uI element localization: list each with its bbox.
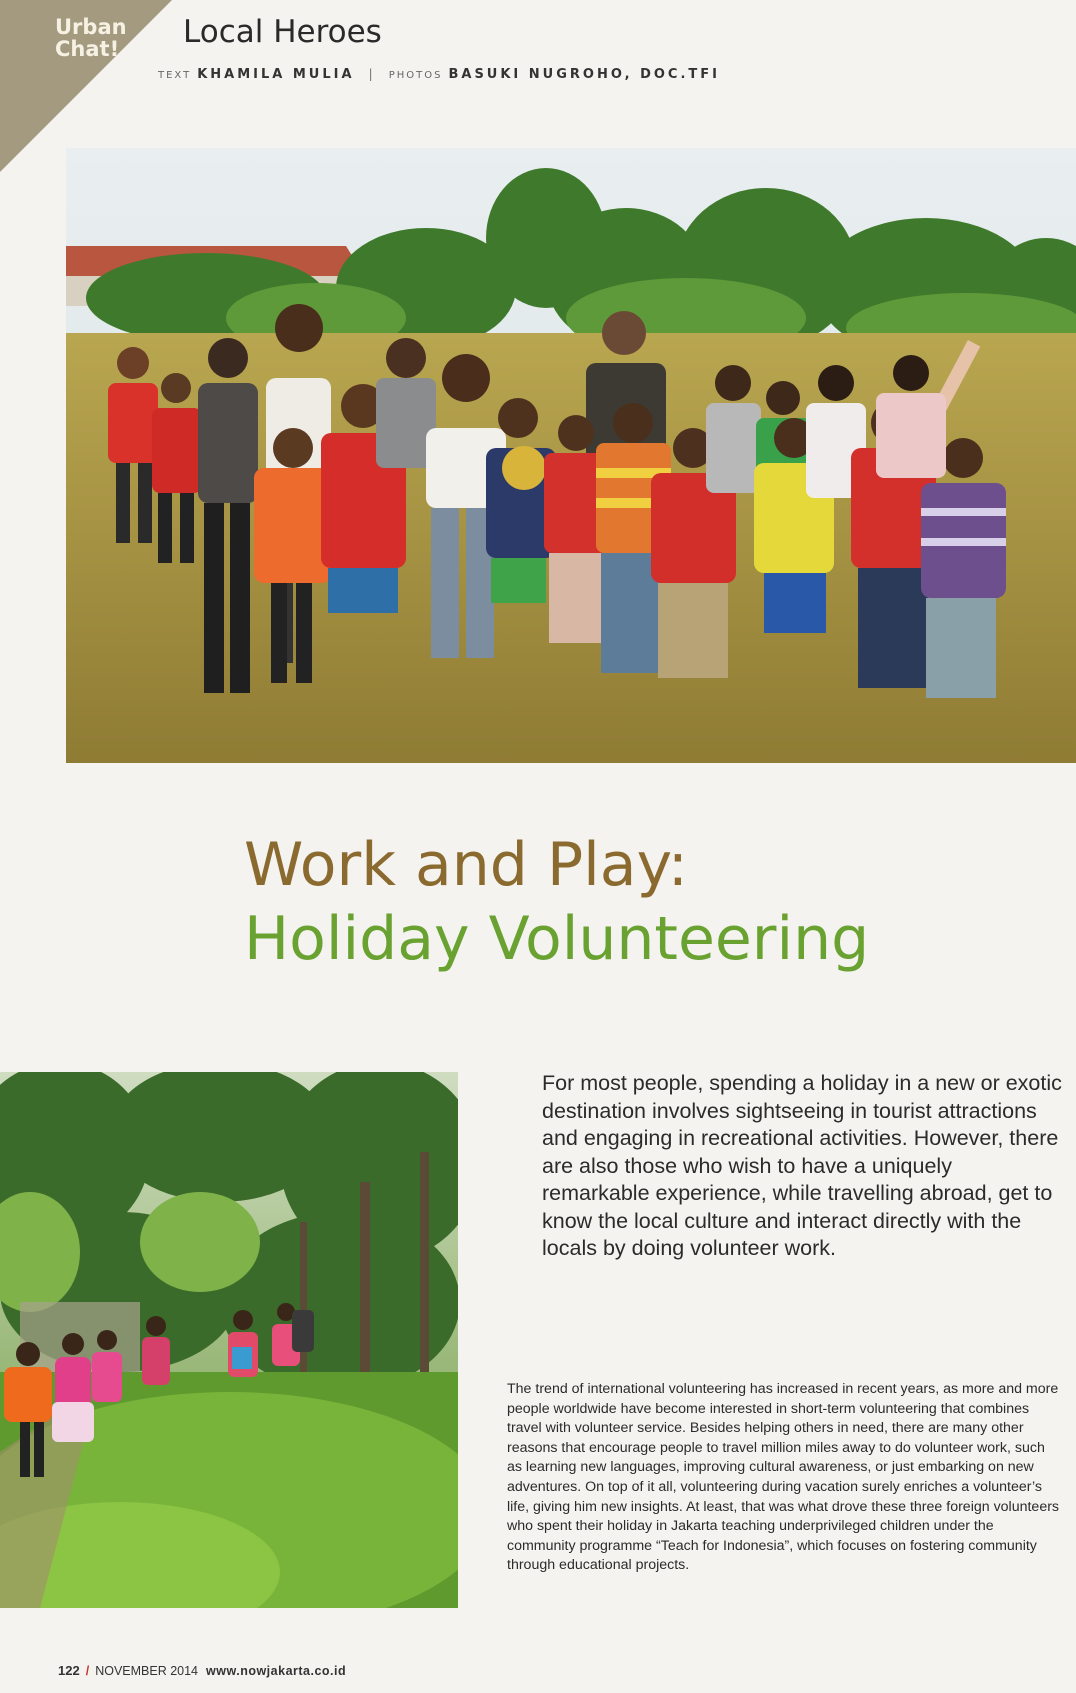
text-label: TEXT: [158, 70, 192, 81]
corner-tag-line-2: Chat!: [55, 37, 120, 61]
author-name: KHAMILA MULIA: [197, 67, 355, 82]
section-title: Local Heroes: [183, 14, 382, 50]
website-url: www.nowjakarta.co.id: [206, 1664, 347, 1678]
group-photo: [66, 148, 1076, 763]
body-paragraph: The trend of international volunteering has increased in recent years, as more and more people worldwide have become interested in short-term volunteering that combines travel with volunteer service. Besides helping others in need, there are many other reasons that encourage people to travel million miles away to do volunteer work, such as learning new languages, improving cultural awareness, or just embarking on new adventures. On top of it all, volunteering during vacation surely enriches a volunteer’s life, giving him new insights. At least, that was what drove these three foreign volunteers who spent their holiday in Jakarta teaching underprivileged children under the community programme “Teach for Indonesia”, which focuses on fostering community through educational projects.: [507, 1381, 1060, 1574]
jungle-path-photo: [0, 1072, 458, 1608]
headline-line-2: Holiday Volunteering: [244, 904, 870, 974]
lead-paragraph: For most people, spending a holiday in a new or exotic destination involves sightseeing in tourist attractions and engaging in recreational activities. However, there are also those who wish to have a uniquely remarkable experience, while travelling abroad, get to know the local culture and interact directly with the locals by doing volunteer work.: [542, 1071, 1062, 1260]
page-footer: [58, 1663, 346, 1678]
headline-line-1: Work and Play:: [244, 830, 688, 900]
credits-separator: |: [368, 66, 375, 81]
photos-label: PHOTOS: [388, 70, 443, 81]
corner-tag-line-1: Urban: [55, 15, 127, 39]
issue-date: NOVEMBER 2014: [95, 1664, 199, 1678]
corner-tag-text: [55, 16, 127, 60]
photographer-names: BASUKI NUGROHO, DOC.TFI: [448, 67, 720, 82]
page-number: 122: [58, 1663, 80, 1678]
credits-line: [158, 66, 720, 82]
footer-slash-icon: /: [85, 1664, 90, 1678]
